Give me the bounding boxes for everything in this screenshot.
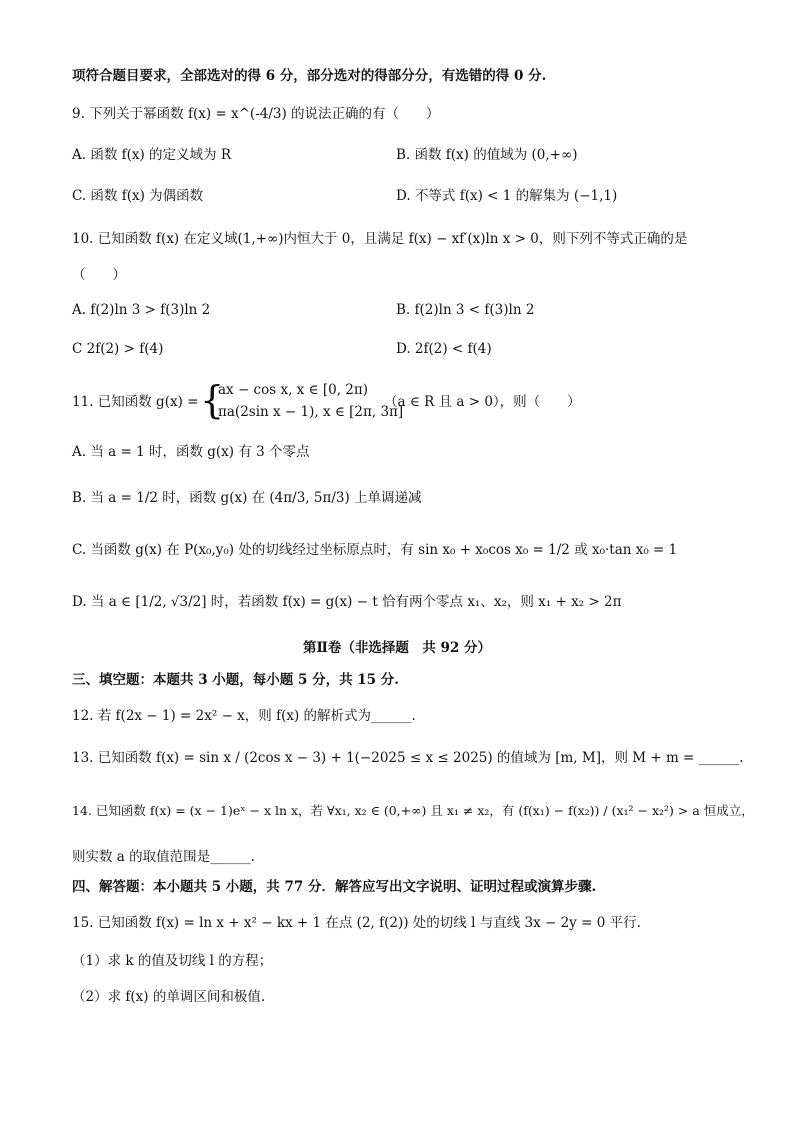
question-9-stem: 9. 下列关于幂函数 f(x) = x^(-4/3) 的说法正确的有（ ） xyxy=(72,106,440,122)
question-11-option-c: C. 当函数 g(x) 在 P(x₀,y₀) 处的切线经过坐标原点时，有 sin x₀ + x₀cos x₀ = 1/2 或 x₀·tan x₀ = 1 xyxy=(72,542,678,558)
question-9-option-a: A. 函数 f(x) 的定义域为 R xyxy=(72,147,232,163)
question-10-option-a: A. f(2)ln 3 > f(3)ln 2 xyxy=(72,302,211,318)
question-15-part-1: （1）求 k 的值及切线 l 的方程； xyxy=(72,953,273,969)
question-9-option-d: D. 不等式 f(x) < 1 的解集为 (−1,1) xyxy=(396,188,618,204)
question-10-paren: （ ） xyxy=(72,267,126,283)
question-10-option-b: B. f(2)ln 3 < f(3)ln 2 xyxy=(396,302,535,318)
question-14-continued: 则实数 a 的取值范围是______. xyxy=(72,849,255,865)
question-11-brace: { xyxy=(200,378,225,422)
question-15-stem: 15. 已知函数 f(x) = ln x + x² − kx + 1 在点 (2, f(2)) 处的切线 l 与直线 3x − 2y = 0 平行. xyxy=(72,915,641,931)
question-11-case-2: πa(2sin x − 1), x ∈ [2π, 3π] xyxy=(218,404,404,420)
question-10-stem: 10. 已知函数 f(x) 在定义域(1,+∞)内恒大于 0，且满足 f(x) − xf′(x)ln x > 0，则下列不等式正确的是 xyxy=(72,231,688,247)
question-11-option-a: A. 当 a = 1 时，函数 g(x) 有 3 个零点 xyxy=(72,444,310,460)
question-9-option-c: C. 函数 f(x) 为偶函数 xyxy=(72,188,204,204)
question-14-stem: 14. 已知函数 f(x) = (x − 1)eˣ − x ln x，若 ∀x₁, x₂ ∈ (0,+∞) 且 x₁ ≠ x₂，有 (f(x₁) − f(x₂)) / (x₁² − x₂²) > a 恒成立， xyxy=(72,803,754,818)
question-11-case-1: ax − cos x, x ∈ [0, 2π) xyxy=(218,382,369,398)
question-11-option-b: B. 当 a = 1/2 时，函数 g(x) 在 (4π/3, 5π/3) 上单调递减 xyxy=(72,490,422,506)
question-9-option-b: B. 函数 f(x) 的值域为 (0,+∞) xyxy=(396,147,578,163)
question-11-lead: 11. 已知函数 g(x) = xyxy=(72,394,199,410)
part-2-heading: 第Ⅱ卷（非选择题 共 92 分） xyxy=(302,640,492,656)
question-15-part-2: （2）求 f(x) 的单调区间和极值. xyxy=(72,989,266,1005)
question-12: 12. 若 f(2x − 1) = 2x² − x，则 f(x) 的解析式为______. xyxy=(72,708,416,724)
question-11-tail: （a ∈ R 且 a > 0），则（ ） xyxy=(384,394,581,410)
question-13: 13. 已知函数 f(x) = sin x / (2cos x − 3) + 1(−2025 ≤ x ≤ 2025) 的值域为 [m, M]，则 M + m = ______. xyxy=(72,750,744,766)
question-10-option-d: D. 2f(2) < f(4) xyxy=(396,341,492,357)
intro-line: 项符合题目要求，全部选对的得 6 分，部分选对的得部分分，有选错的得 0 分. xyxy=(72,68,547,84)
section-4-heading: 四、解答题：本小题共 5 小题，共 77 分．解答应写出文字说明、证明过程或演算步骤. xyxy=(72,879,597,895)
section-3-heading: 三、填空题：本题共 3 小题，每小题 5 分，共 15 分. xyxy=(72,672,399,688)
question-11-option-d: D. 当 a ∈ [1/2, √3/2] 时，若函数 f(x) = g(x) − t 恰有两个零点 x₁、x₂，则 x₁ + x₂ > 2π xyxy=(72,594,622,610)
question-10-option-c: C 2f(2) > f(4) xyxy=(72,341,164,357)
